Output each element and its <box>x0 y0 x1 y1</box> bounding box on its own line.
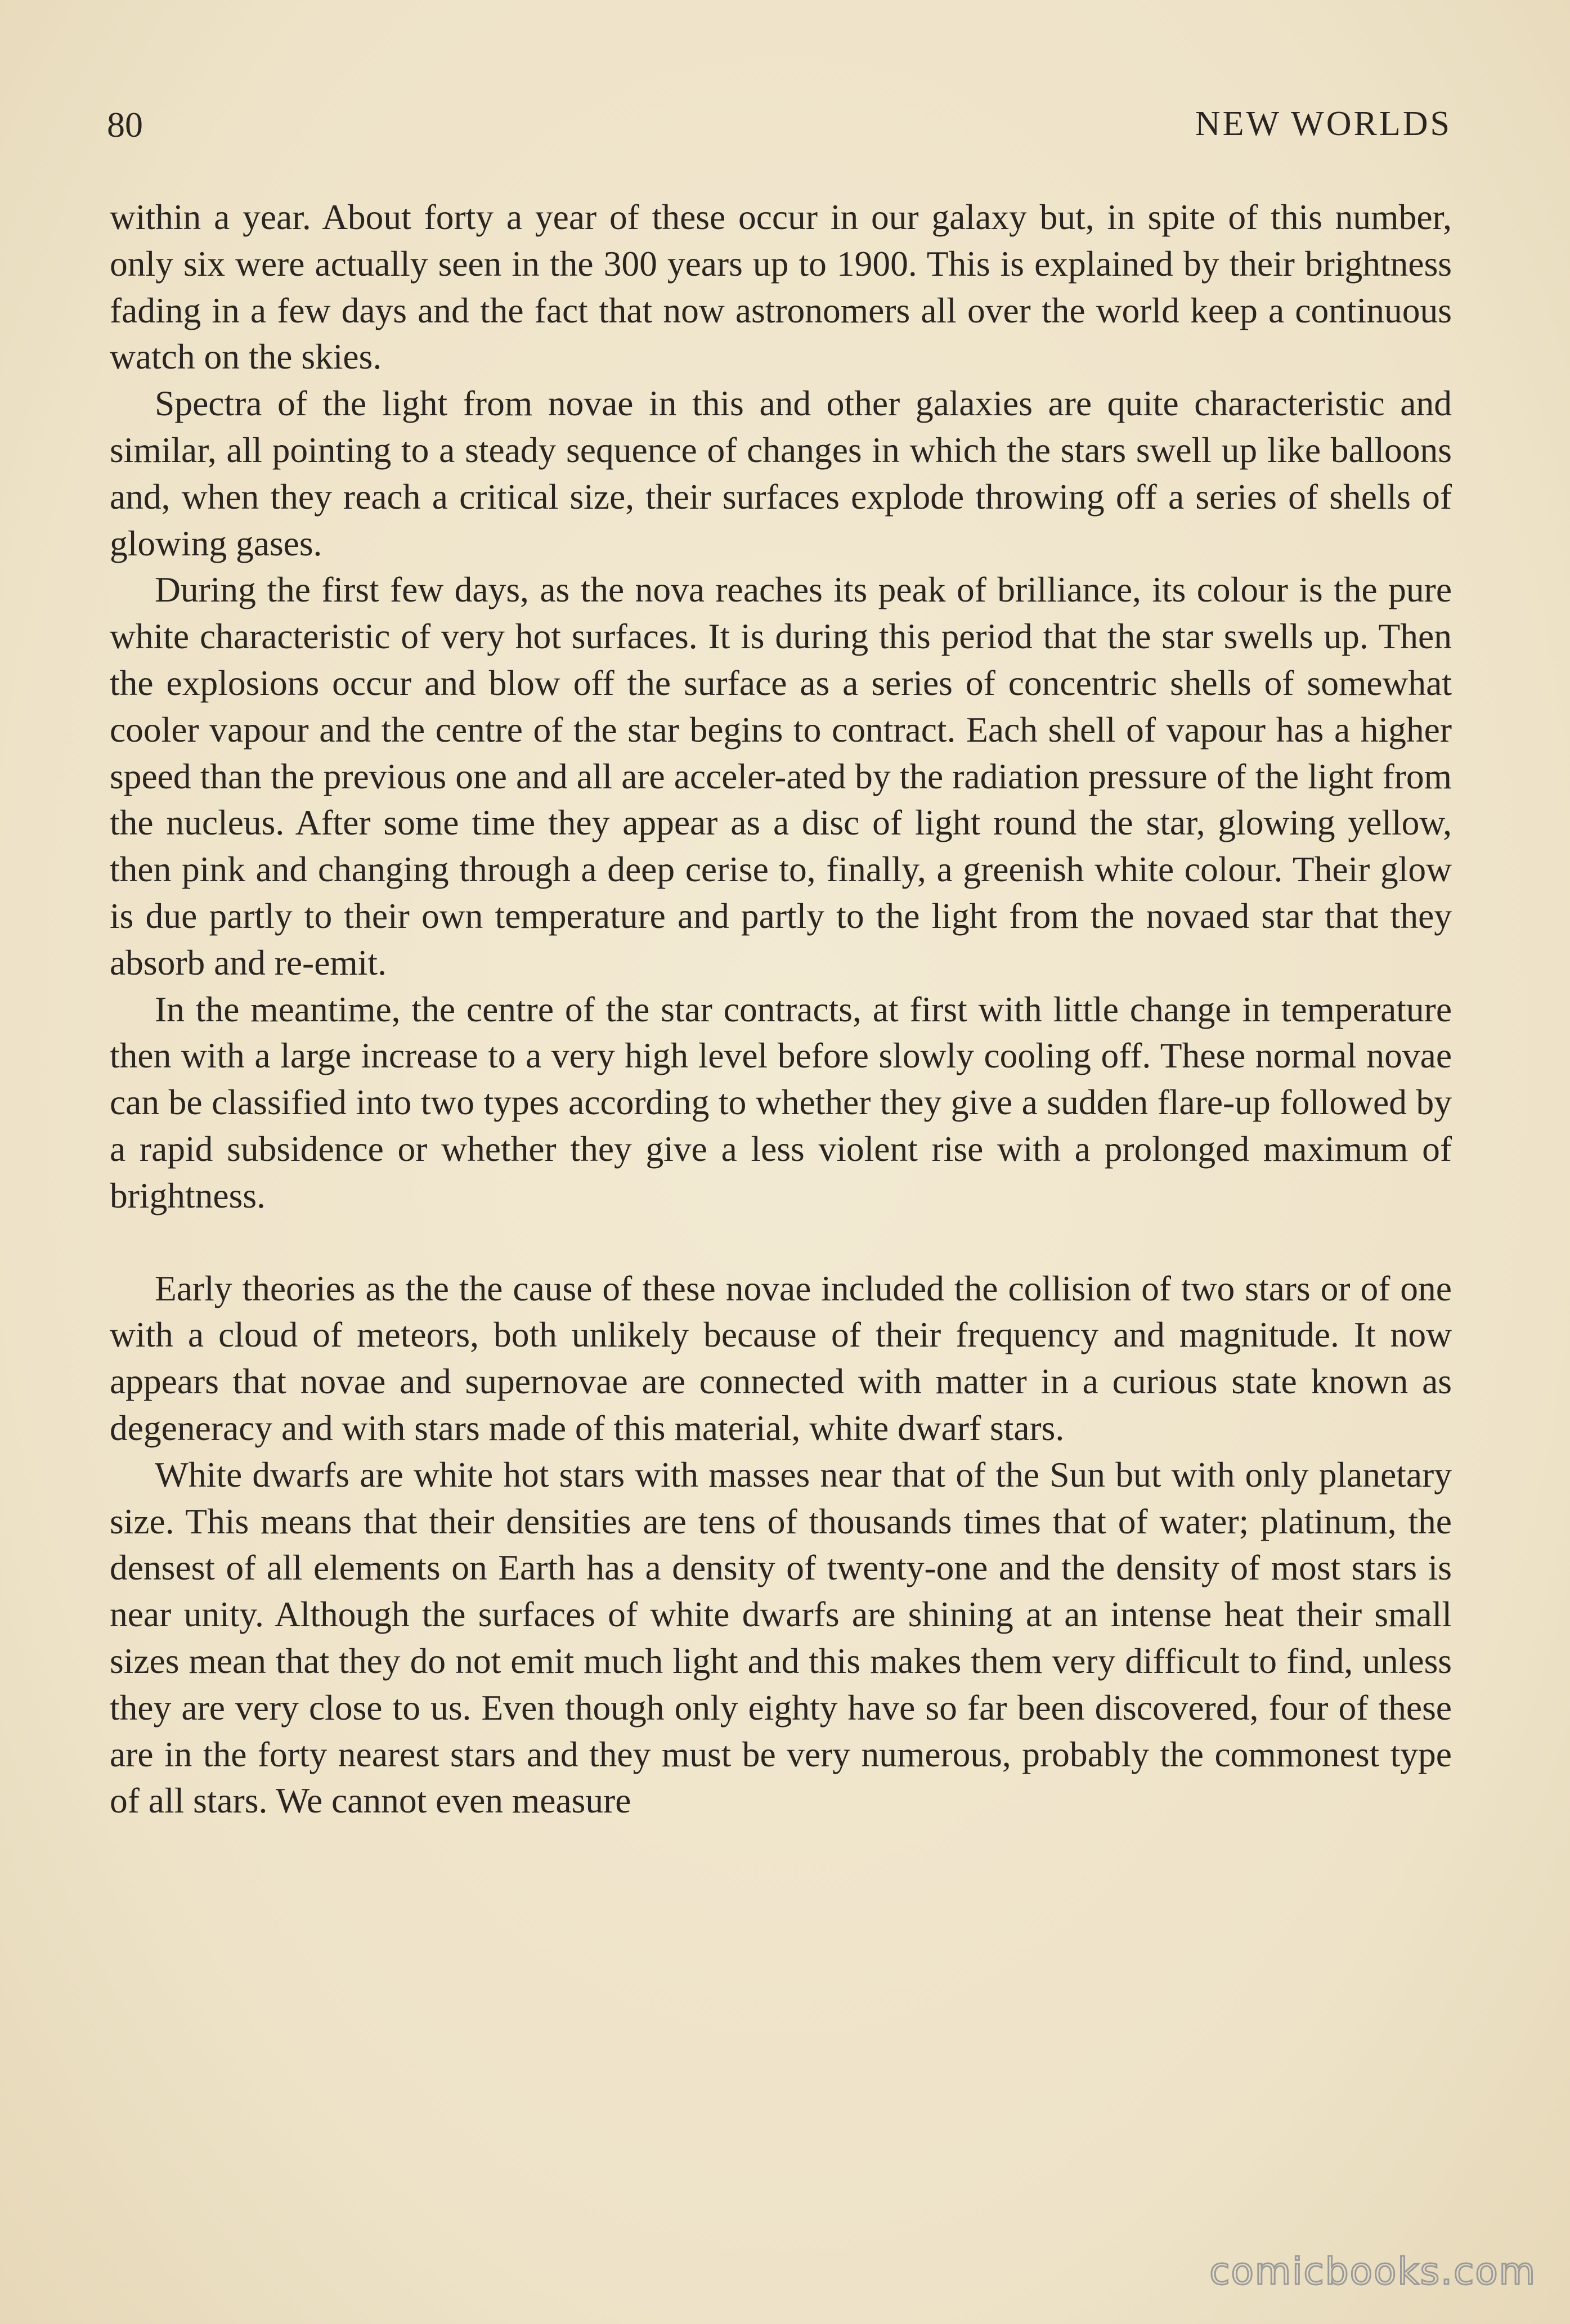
body-text <box>110 194 1452 1824</box>
watermark: comicbooks.com <box>1209 2250 1536 2293</box>
paragraph: White dwarfs are white hot stars with masses near that of the Sun but with only planetary size. This means that their densities are tens of thousands times that of water; platinum, the densest of all elements on Earth has a density of twenty-one and the density of most stars is near unity. Although the surfaces of white dwarfs are shining at an intense heat their small sizes mean that they do not emit much light and this makes them very difficult to find, unless they are very close to us. Even though only eighty have so far been discovered, four of these are in the forty nearest stars and they must be very numerous, probably the commonest type of all stars. We cannot even measure <box>110 1454 1452 1821</box>
running-head: NEW WORLDS <box>1195 105 1452 143</box>
paragraph: During the first few days, as the nova reaches its peak of brilliance, its colour is the pure white characteristic of very hot surfaces. It is during this period that the star swells up. Then the explosions occur and blow off the surface as a series of concentric shells of somewhat cooler vapour and the centre of the star begins to contract. Each shell of vapour has a higher speed than the previous one and all are acceler-ated by the radiation pressure of the light from the nucleus. After some time they appear as a disc of light round the star, glowing yellow, then pink and changing through a deep cerise to, finally, a greenish white colour. Their glow is due partly to their own temperature and partly to the light from the novaed star that they absorb and re-emit. <box>110 569 1452 982</box>
paragraph: Spectra of the light from novae in this and other galaxies are quite characteristic and similar, all pointing to a steady sequence of changes in which the stars swell up like balloons and, when they reach a critical size, their surfaces explode throwing off a series of shells of glowing gases. <box>110 383 1452 563</box>
page-number: 80 <box>107 105 143 145</box>
page-header <box>107 104 1452 155</box>
paragraph: Early theories as the the cause of these novae included the collision of two stars or of one with a cloud of meteors, both unlikely because of their frequency and magnitude. It now appears that novae and supernovae are connected with matter in a curious state known as degeneracy and with stars made of this material, white dwarf stars. <box>110 1268 1452 1448</box>
paragraph: In the meantime, the centre of the star contracts, at first with little change in temperature then with a large increase to a very high level before slowly cooling off. These normal novae can be classified into two types according to whether they give a sudden flare-up followed by a rapid subsidence or whether they give a less violent rise with a prolonged maximum of brightness. <box>110 989 1452 1215</box>
paragraph: within a year. About forty a year of these occur in our galaxy but, in spite of this number, only six were actually seen in the 300 years up to 1900. This is explained by their brightness fading in a few days and the fact that now astronomers all over the world keep a continuous watch on the skies. <box>110 197 1452 377</box>
